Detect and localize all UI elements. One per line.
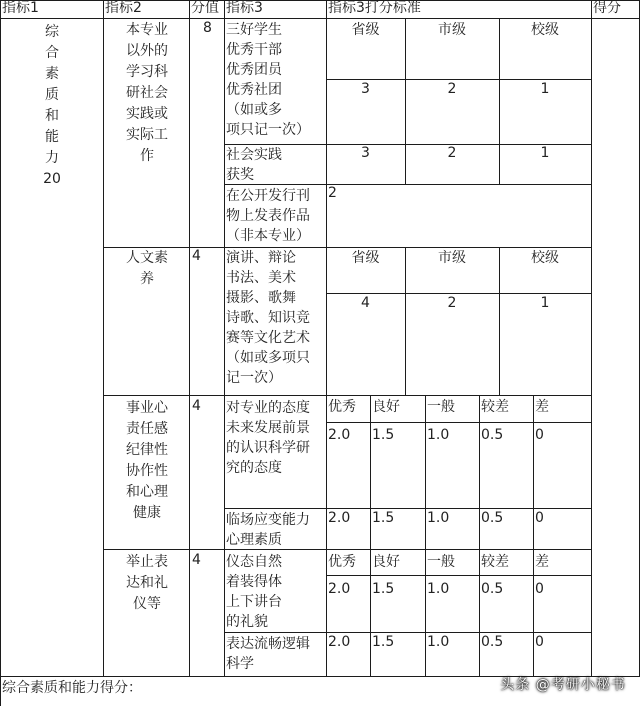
watermark: 头条 @考研小秘书 bbox=[500, 677, 626, 693]
criterion-item: 三好学生 优秀干部 优秀团员 优秀社团 （如或多 项只记一次） bbox=[226, 22, 310, 138]
grade-label: 良好 bbox=[372, 399, 400, 415]
rule bbox=[499, 247, 500, 395]
score-value: 0 bbox=[535, 510, 544, 526]
rule bbox=[479, 395, 480, 549]
rule bbox=[425, 395, 426, 549]
total-score-label: 综合素质和能力得分： bbox=[2, 680, 142, 696]
criterion-item: 演讲、辩论 书法、美术 摄影、歌舞 诗歌、知识竞 赛等文化艺术 （如或多项只 记一次） bbox=[226, 250, 310, 386]
score-value: 1.5 bbox=[372, 510, 395, 526]
section-name: 人文素 养 bbox=[126, 250, 168, 287]
header-criteria: 指标3打分标准 bbox=[328, 0, 421, 16]
score-value: 1.0 bbox=[427, 634, 450, 650]
header-score: 分值 bbox=[191, 0, 219, 16]
score-value: 1 bbox=[540, 81, 550, 97]
score-value: 1.5 bbox=[372, 634, 395, 650]
score-value: 2.0 bbox=[328, 634, 351, 650]
level-school: 校级 bbox=[531, 22, 559, 38]
score-value: 3 bbox=[361, 81, 370, 97]
criterion-item: 表达流畅逻辑 科学 bbox=[226, 636, 310, 672]
level-provincial: 省级 bbox=[351, 22, 380, 38]
section-score: 4 bbox=[192, 552, 201, 568]
level-city: 市级 bbox=[438, 250, 466, 266]
section-name: 举止表 达和礼 仪等 bbox=[126, 554, 168, 612]
score-value: 2 bbox=[447, 145, 457, 161]
header-indicator-2: 指标2 bbox=[105, 0, 142, 16]
score-value: 4 bbox=[361, 295, 370, 311]
rule bbox=[425, 549, 426, 676]
grade-label: 一般 bbox=[427, 399, 455, 415]
score-value: 0.5 bbox=[481, 510, 504, 526]
section-score: 8 bbox=[203, 20, 212, 36]
criterion-item: 对专业的态度 未来发展前景 的认识科学研 究的态度 bbox=[226, 400, 310, 476]
rule bbox=[479, 549, 480, 676]
rule bbox=[0, 18, 640, 19]
section-score: 4 bbox=[192, 398, 201, 414]
rule bbox=[0, 0, 1, 706]
score-value: 0.5 bbox=[481, 581, 504, 597]
score-value: 2 bbox=[328, 185, 337, 201]
rule bbox=[224, 0, 225, 676]
score-value: 2.0 bbox=[328, 510, 351, 526]
grade-label: 优秀 bbox=[328, 554, 356, 570]
rule bbox=[103, 395, 591, 396]
score-value: 2 bbox=[447, 81, 457, 97]
score-value: 0 bbox=[535, 581, 544, 597]
score-value: 1.0 bbox=[427, 427, 450, 443]
score-value: 0 bbox=[535, 427, 544, 443]
rule bbox=[326, 422, 591, 423]
grade-label: 差 bbox=[535, 554, 549, 570]
score-value: 1.0 bbox=[427, 510, 450, 526]
criterion-item: 在公开发行刊 物上发表作品 （非本专业） bbox=[226, 188, 310, 244]
grade-label: 良好 bbox=[372, 554, 400, 570]
level-school: 校级 bbox=[531, 250, 559, 266]
rule bbox=[0, 0, 640, 1]
level-city: 市级 bbox=[438, 22, 466, 38]
score-value: 0.5 bbox=[481, 427, 504, 443]
score-value: 3 bbox=[361, 145, 370, 161]
header-indicator-3: 指标3 bbox=[226, 0, 263, 16]
grade-label: 较差 bbox=[481, 399, 509, 415]
rule bbox=[370, 395, 371, 549]
rule bbox=[533, 395, 534, 549]
rule bbox=[405, 247, 406, 395]
score-value: 0 bbox=[535, 634, 544, 650]
rule bbox=[326, 575, 591, 576]
criterion-item: 临场应变能力 心理素质 bbox=[226, 512, 310, 548]
score-value: 2.0 bbox=[328, 581, 351, 597]
score-value: 2 bbox=[447, 295, 457, 311]
rule bbox=[533, 549, 534, 676]
category-label: 综 合 素 质 和 能 力 20 bbox=[43, 24, 61, 187]
criterion-item: 社会实践 获奖 bbox=[226, 147, 282, 183]
section-name: 本专业 以外的 学习科 研社会 实践或 实际工 作 bbox=[126, 22, 168, 164]
score-value: 1 bbox=[540, 145, 550, 161]
level-provincial: 省级 bbox=[351, 250, 380, 266]
score-value: 1 bbox=[540, 295, 550, 311]
grade-label: 差 bbox=[535, 399, 549, 415]
rule bbox=[370, 549, 371, 676]
rule bbox=[591, 0, 592, 676]
score-value: 1.0 bbox=[427, 581, 450, 597]
score-value: 1.5 bbox=[372, 581, 395, 597]
header-points: 得分 bbox=[593, 0, 621, 16]
header-indicator-1: 指标1 bbox=[2, 0, 39, 16]
section-score: 4 bbox=[192, 248, 201, 264]
rule bbox=[326, 0, 327, 676]
grade-label: 较差 bbox=[481, 554, 509, 570]
grade-label: 一般 bbox=[427, 554, 455, 570]
score-value: 0.5 bbox=[481, 634, 504, 650]
grade-label: 优秀 bbox=[328, 399, 356, 415]
criterion-item: 仪态自然 着装得体 上下讲台 的礼貌 bbox=[226, 554, 282, 630]
score-value: 1.5 bbox=[372, 427, 395, 443]
rule bbox=[103, 549, 591, 550]
score-value: 2.0 bbox=[328, 427, 351, 443]
section-name: 事业心 责任感 纪律性 协作性 和心理 健康 bbox=[126, 400, 168, 521]
